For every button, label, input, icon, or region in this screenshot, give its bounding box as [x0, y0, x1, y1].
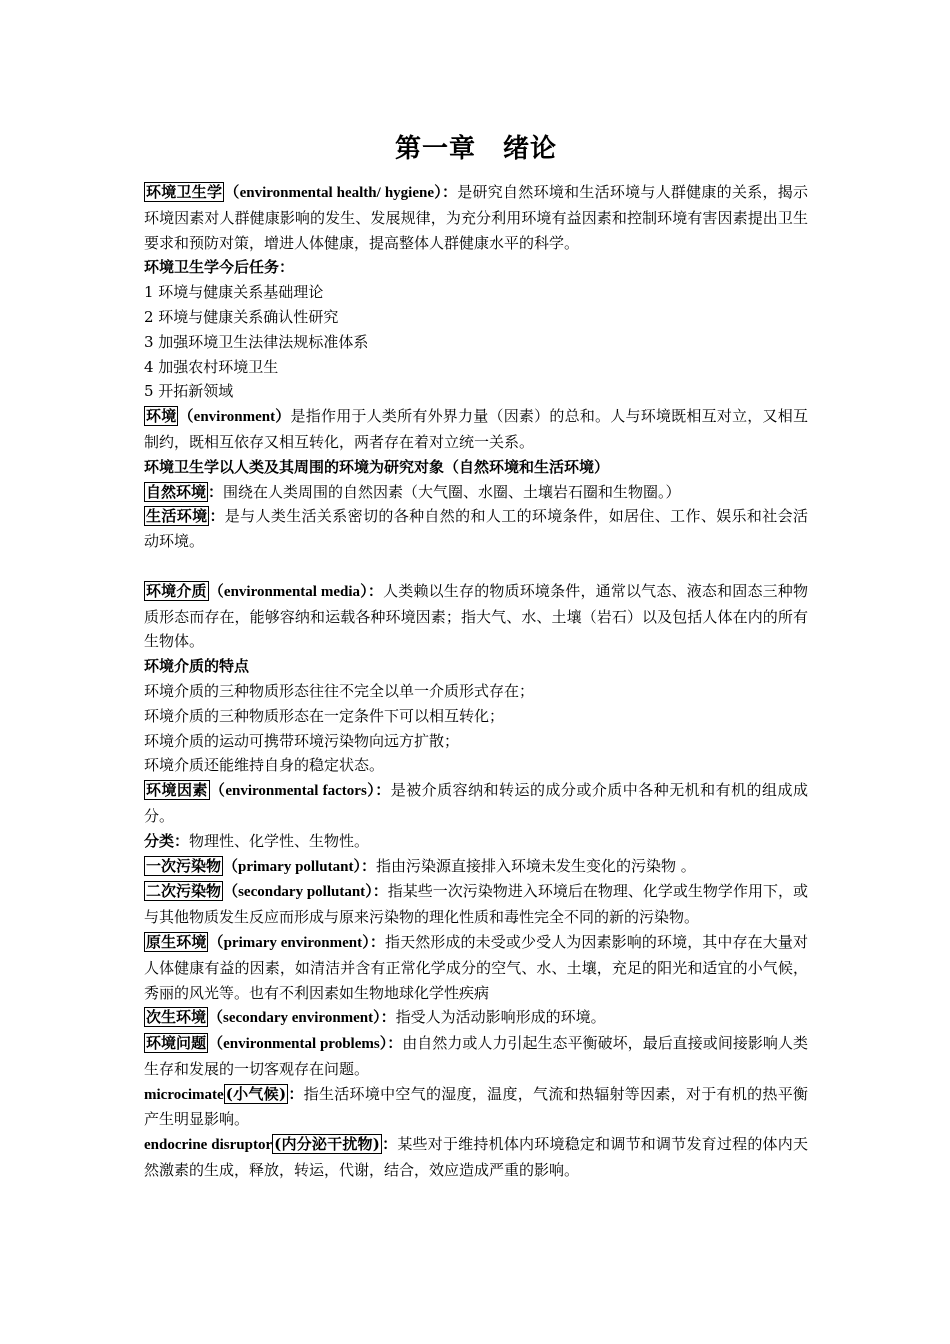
media-feature-item: 环境介质的三种物质形态在一定条件下可以相互转化；	[144, 706, 505, 725]
term-box: 环境	[146, 407, 177, 426]
term-box: 原生环境	[146, 932, 207, 951]
definition-living-environment	[144, 504, 808, 554]
term-separator: ：	[209, 507, 225, 526]
term-english: （environmental media）：	[208, 583, 384, 600]
definition-text: 指天然形成的未受或少受人为因素影响的环境，其中存在大量对人体健康有益的因素，如清洁并含有正常化学成分的空气、水、土壤，充足的阳光和适宜的小气候，秀丽的风光等。也有不利因素如生物地球化学性疾病	[144, 932, 808, 1002]
media-feature-item: 环境介质的三种物质形态往往不完全以单一介质形式存在；	[144, 681, 535, 700]
term-box: 一次污染物	[146, 856, 222, 875]
term-english: （environmental factors）：	[209, 783, 391, 800]
definition-text: 人类赖以生存的物质环境条件，通常以气态、液态和固态三种物质形态而存在，能够容纳和运载各种环境因素；指大气、水、土壤（岩石）以及包括人体在内的所有生物体。	[144, 581, 808, 651]
definition-secondary-pollutant	[144, 879, 808, 930]
definition-primary-pollutant	[144, 854, 808, 880]
definition-environmental-factors	[144, 778, 808, 829]
definition-text: 围绕在人类周围的自然因素（大气圈、水圈、土壤岩石圈和生物圈。）	[223, 482, 681, 501]
definition-text: 某些对于维持机体内环境稳定和调节和调节发育过程的体内天然激素的生成，释放，转运，代谢，结合，效应造成严重的影响。	[144, 1135, 808, 1180]
term-english: （environmental problems）：	[208, 1036, 403, 1053]
definition-text: 是与人类生活关系密切的各种自然的和人工的环境条件，如居住、工作、娱乐和社会活动环境。	[144, 507, 808, 551]
definition-text: 指某些一次污染物进入环境后在物理、化学或生物学作用下，或与其他物质发生反应而形成与原来污染物的理化性质和毒性完全不同的新的污染物。	[144, 882, 808, 927]
term-box: 环境因素	[146, 781, 208, 800]
tasks-heading: 环境卫生学今后任务：	[144, 258, 295, 277]
task-item: 2 环境与健康关系确认性研究	[144, 307, 339, 326]
term-box: 二次污染物	[146, 882, 222, 901]
definition-text: 是指作用于人类所有外界力量（因素）的总和。人与环境既相互对立，又相互制约，既相互依存又相互转化，两者存在着对立统一关系。	[144, 407, 808, 451]
task-item: 1 环境与健康关系基础理论	[144, 283, 324, 302]
definition-natural-environment	[144, 480, 808, 505]
media-features-heading: 环境介质的特点	[144, 657, 250, 676]
definition-text: 指生活环境中空气的湿度，温度，气流和热辐射等因素，对于有机的热平衡产生明显影响。	[144, 1084, 808, 1129]
term-english: （environment）	[178, 409, 291, 426]
document-page	[144, 128, 808, 1183]
term-box: (小气候)	[225, 1084, 287, 1103]
term-box: 次生环境	[146, 1008, 207, 1027]
term-english: endocrine disruptor	[144, 1137, 273, 1154]
term-english: （secondary pollutant）：	[223, 884, 388, 901]
definition-secondary-environment	[144, 1005, 808, 1031]
term-english: （primary environment）：	[208, 934, 385, 951]
blank-line	[144, 554, 808, 579]
term-english: （primary pollutant）：	[223, 858, 376, 875]
term-box: (内分泌干扰物)	[274, 1135, 380, 1154]
definition-endocrine-disruptor	[144, 1132, 808, 1183]
definition-microclimate	[144, 1082, 808, 1133]
definition-text: 是被介质容纳和转运的成分或介质中各种无机和有机的组成成分。	[144, 781, 808, 825]
definition-primary-environment	[144, 930, 808, 1005]
definition-environmental-problems	[144, 1031, 808, 1082]
definition-text: 指受人为活动影响形成的环境。	[395, 1008, 606, 1027]
media-feature-item: 环境介质还能维持自身的稳定状态。	[144, 756, 385, 775]
term-box: 环境问题	[146, 1034, 207, 1053]
term-box: 环境卫生学	[146, 183, 223, 201]
task-item: 4 加强农村环境卫生	[144, 357, 279, 376]
definition-environmental-hygiene	[144, 180, 808, 255]
term-box: 生活环境	[146, 507, 208, 526]
media-feature-item: 环境介质的运动可携带环境污染物向远方扩散；	[144, 731, 460, 750]
term-english: （secondary environment）：	[208, 1010, 396, 1027]
task-item: 5 开拓新领域	[144, 382, 234, 401]
term-box: 环境介质	[146, 581, 207, 600]
term-separator: ：	[288, 1084, 304, 1103]
classification-line	[144, 829, 808, 854]
term-separator: ：	[208, 482, 224, 501]
chapter-title: 第一章 绪论	[394, 134, 557, 164]
term-english: （environmental health/ hygiene）：	[224, 185, 458, 201]
research-object-heading: 环境卫生学以人类及其周围的环境为研究对象（自然环境和生活环境）	[144, 457, 610, 476]
definition-text: 指由污染源直接排入环境未发生变化的污染物 。	[375, 856, 696, 875]
term-english: microcimate	[144, 1086, 224, 1103]
classification-text: 物理性、化学性、生物性。	[189, 831, 370, 850]
definition-environmental-media	[144, 579, 808, 654]
definition-text: 是研究自然环境和生活环境与人群健康的关系，揭示环境因素对人群健康影响的发生、发展规律，为充分利用环境有益因素和控制环境有害因素提出卫生要求和预防对策，增进人体健康，提高整体人群健康水平的科学。	[144, 183, 808, 252]
definition-environment	[144, 404, 808, 455]
definition-text: 由自然力或人力引起生态平衡破坏，最后直接或间接影响人类生存和发展的一切客观存在问题。	[144, 1034, 808, 1078]
classification-label: 分类：	[144, 831, 190, 850]
term-box: 自然环境	[146, 482, 207, 501]
term-separator: ：	[381, 1135, 398, 1154]
task-item: 3 加强环境卫生法律法规标准体系	[144, 332, 369, 351]
